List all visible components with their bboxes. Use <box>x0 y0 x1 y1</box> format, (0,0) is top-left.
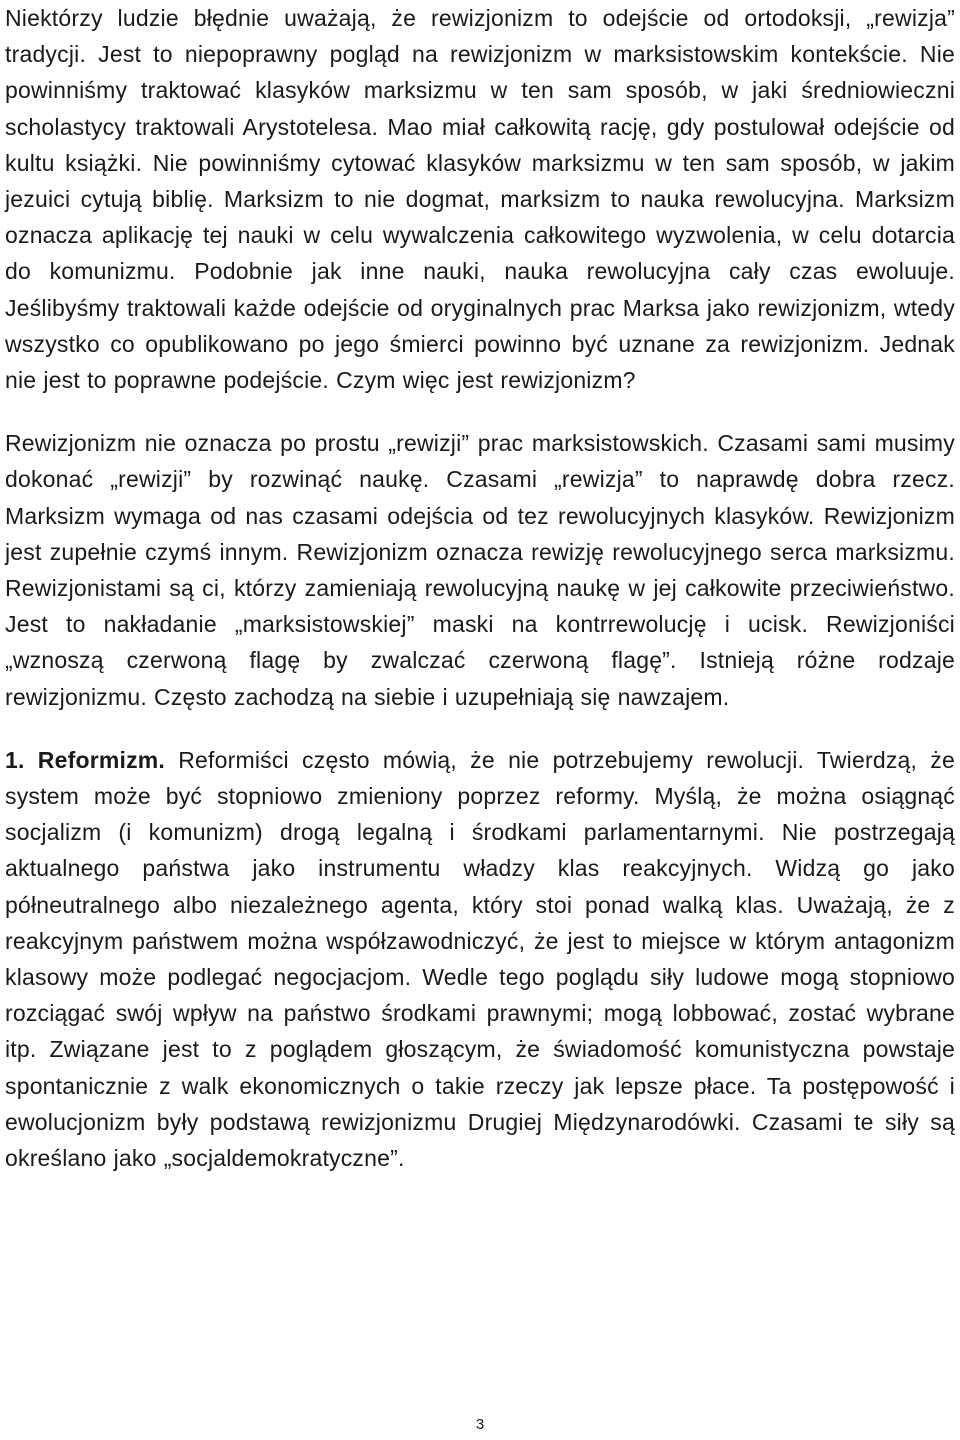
paragraph-1: Niektórzy ludzie błędnie uważają, że rewizjonizm to odejście od ortodoksji, „rewizja” tradycji. Jest to niepoprawny pogląd na rewizjonizm w marksistowskim kontekście. Nie powinniśmy traktować klasyków marksizmu w ten sam sposób, w jaki średniowieczni scholastycy traktowali Arystotelesa. Mao miał całkowitą rację, gdy postulował odejście od kultu książki. Nie powinniśmy cytować klasyków marksizmu w ten sam sposób, w jakim jezuici cytują biblię. Marksizm to nie dogmat, marksizm to nauka rewolucyjna. Marksizm oznacza aplikację tej nauki w celu wywalczenia całkowitego wyzwolenia, w celu dotarcia do komunizmu. Podobnie jak inne nauki, nauka rewolucyjna cały czas ewoluuje. Jeślibyśmy traktowali każde odejście od oryginalnych prac Marksa jako rewizjonizm, wtedy wszystko co opublikowano po jego śmierci powinno być uznane za rewizjonizm. Jednak nie jest to poprawne podejście. Czym więc jest rewizjonizm? <box>5 5 955 394</box>
document-body <box>5 0 955 1176</box>
section-reformism <box>5 742 955 1176</box>
section-heading: 1. Reformizm. <box>5 746 166 773</box>
paragraph-2: Rewizjonizm nie oznacza po prostu „rewizji” prac marksistowskich. Czasami sami musimy dokonać „rewizji” by rozwinąć naukę. Czasami „rewizja” to naprawdę dobra rzecz. Marksizm wymaga od nas czasami odejścia od tez rewolucyjnych klasyków. Rewizjonizm jest zupełnie czymś innym. Rewizjonizm oznacza rewizję rewolucyjnego serca marksizmu. Rewizjonistami są ci, którzy zamieniają rewolucyjną naukę w jej całkowite przeciwieństwo. Jest to nakładanie „marksistowskiej” maski na kontrrewolucję i ucisk. Rewizjoniści „wznoszą czerwoną flagę by zwalczać czerwoną flagę”. Istnieją różne rodzaje rewizjonizmu. Często zachodzą na siebie i uzupełniają się nawzajem. <box>5 430 955 710</box>
page-number: 3 <box>475 1416 485 1433</box>
section-text: Reformiści często mówią, że nie potrzebujemy rewolucji. Twierdzą, że system może być stopniowo zmieniony poprzez reformy. Myślą, że można osiągnąć socjalizm (i komunizm) drogą legalną i środkami parlamentarnymi. Nie postrzegają aktualnego państwa jako instrumentu władzy klas reakcyjnych. Widzą go jako półneutralnego albo niezależnego agenta, który stoi ponad walką klas. Uważają, że z reakcyjnym państwem można współzawodniczyć, że jest to miejsce w którym antagonizm klasowy może podlegać negocjacjom. Wedle tego poglądu siły ludowe mogą stopniowo rozciągać swój wpływ na państwo środkami prawnymi; mogą lobbować, zostać wybrane itp. Związane jest to z poglądem głoszącym, że świadomość komunistyczna powstaje spontanicznie z walk ekonomicznych o takie rzeczy jak lepsze płace. Ta postępowość i ewolucjonizm były podstawą rewizjonizmu Drugiej Międzynarodówki. Czasami te siły są określano jako „socjaldemokratyczne”. <box>5 746 955 1172</box>
